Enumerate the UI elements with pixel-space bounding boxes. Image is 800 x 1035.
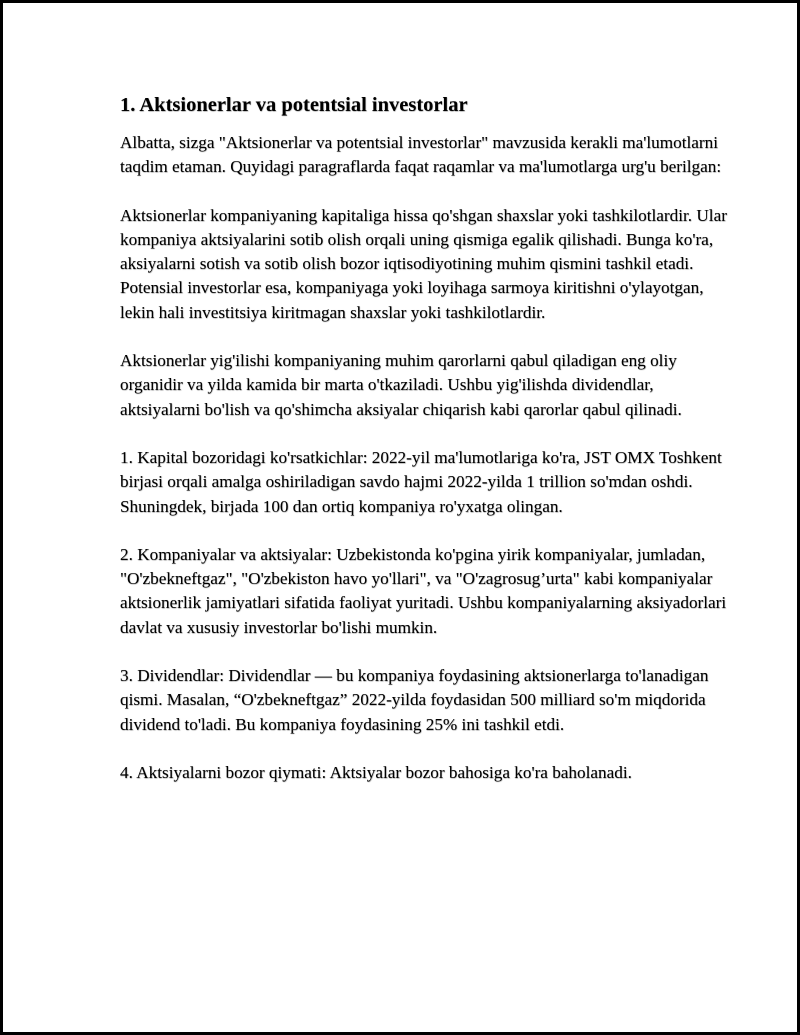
paragraph-shareholders-meeting: Aktsionerlar yig'ilishi kompaniyaning muhim qarorlarni qabul qiladigan eng oliy organidir va yilda kamida bir marta o'tkaziladi. Ushbu yig'ilishda dividendlar, aktsiyalarni bo'lish va qo'shimcha aksiyalar chiqarish kabi qarorlar qabul qilinadi. bbox=[120, 351, 682, 419]
paragraph-intro: Albatta, sizga "Aktsionerlar va potentsial investorlar" mavzusida kerakli ma'lumotlarni taqdim etaman. Quyidagi paragraflarda faqat raqamlar va ma'lumotlarga urg'u berilgan: bbox=[120, 133, 722, 177]
paragraph-companies-shares: 2. Kompaniyalar va aktsiyalar: Uzbekistonda ko'pgina yirik kompaniyalar, jumladan, "O'zbekneftgaz", "O'zbekiston havo yo'llari", va "O'zagrosug’urta" kabi kompaniyalar aktsionerlik jamiyatlari sifatida faoliyat yuritadi. Ushbu kompaniyalarning aksiyadorlari davlat va xususiy investorlar bo'lishi mumkin. bbox=[120, 544, 727, 637]
paragraph-dividends: 3. Dividendlar: Dividendlar — bu kompaniya foydasining aktsionerlarga to'lanadigan qismi. Masalan, “O'zbekneftgaz” 2022-yilda foydasidan 500 milliard so'm miqdorida dividend to'ladi. Bu kompaniya foydasining 25% ini tashkil etdi. bbox=[120, 666, 709, 734]
paragraph-shareholders: Aktsionerlar kompaniyaning kapitaliga hissa qo'shgan shaxslar yoki tashkilotlardir. Ular kompaniya aktsiyalarini sotib olish orqali uning qismiga egalik qilishadi. Bunga ko'ra, aksiyalarni sotish va sotib olish bozor iqtisodiyotining muhim qismini tashkil etadi. Potensial investorlar esa, kompaniyaga yoki loyihaga sarmoya kiritishni o'ylayotgan, lekin hali investitsiya kiritmagan shaxslar yoki tashkilotlardir. bbox=[120, 205, 727, 322]
section-heading: 1. Aktsionerlar va potentsial investorlar bbox=[120, 94, 468, 116]
paragraph-market-value: 4. Aktsiyalarni bozor qiymati: Aktsiyalar bozor bahosiga ko'ra baholanadi. bbox=[120, 762, 632, 782]
paragraph-capital-market: 1. Kapital bozoridagi ko'rsatkichlar: 2022-yil ma'lumotlariga ko'ra, JST OMX Toshkent birjasi orqali amalga oshiriladigan savdo hajmi 2022-yilda 1 trillion so'mdan oshdi. Shuningdek, birjada 100 dan ortiq kompaniya ro'yxatga olingan. bbox=[120, 447, 722, 516]
